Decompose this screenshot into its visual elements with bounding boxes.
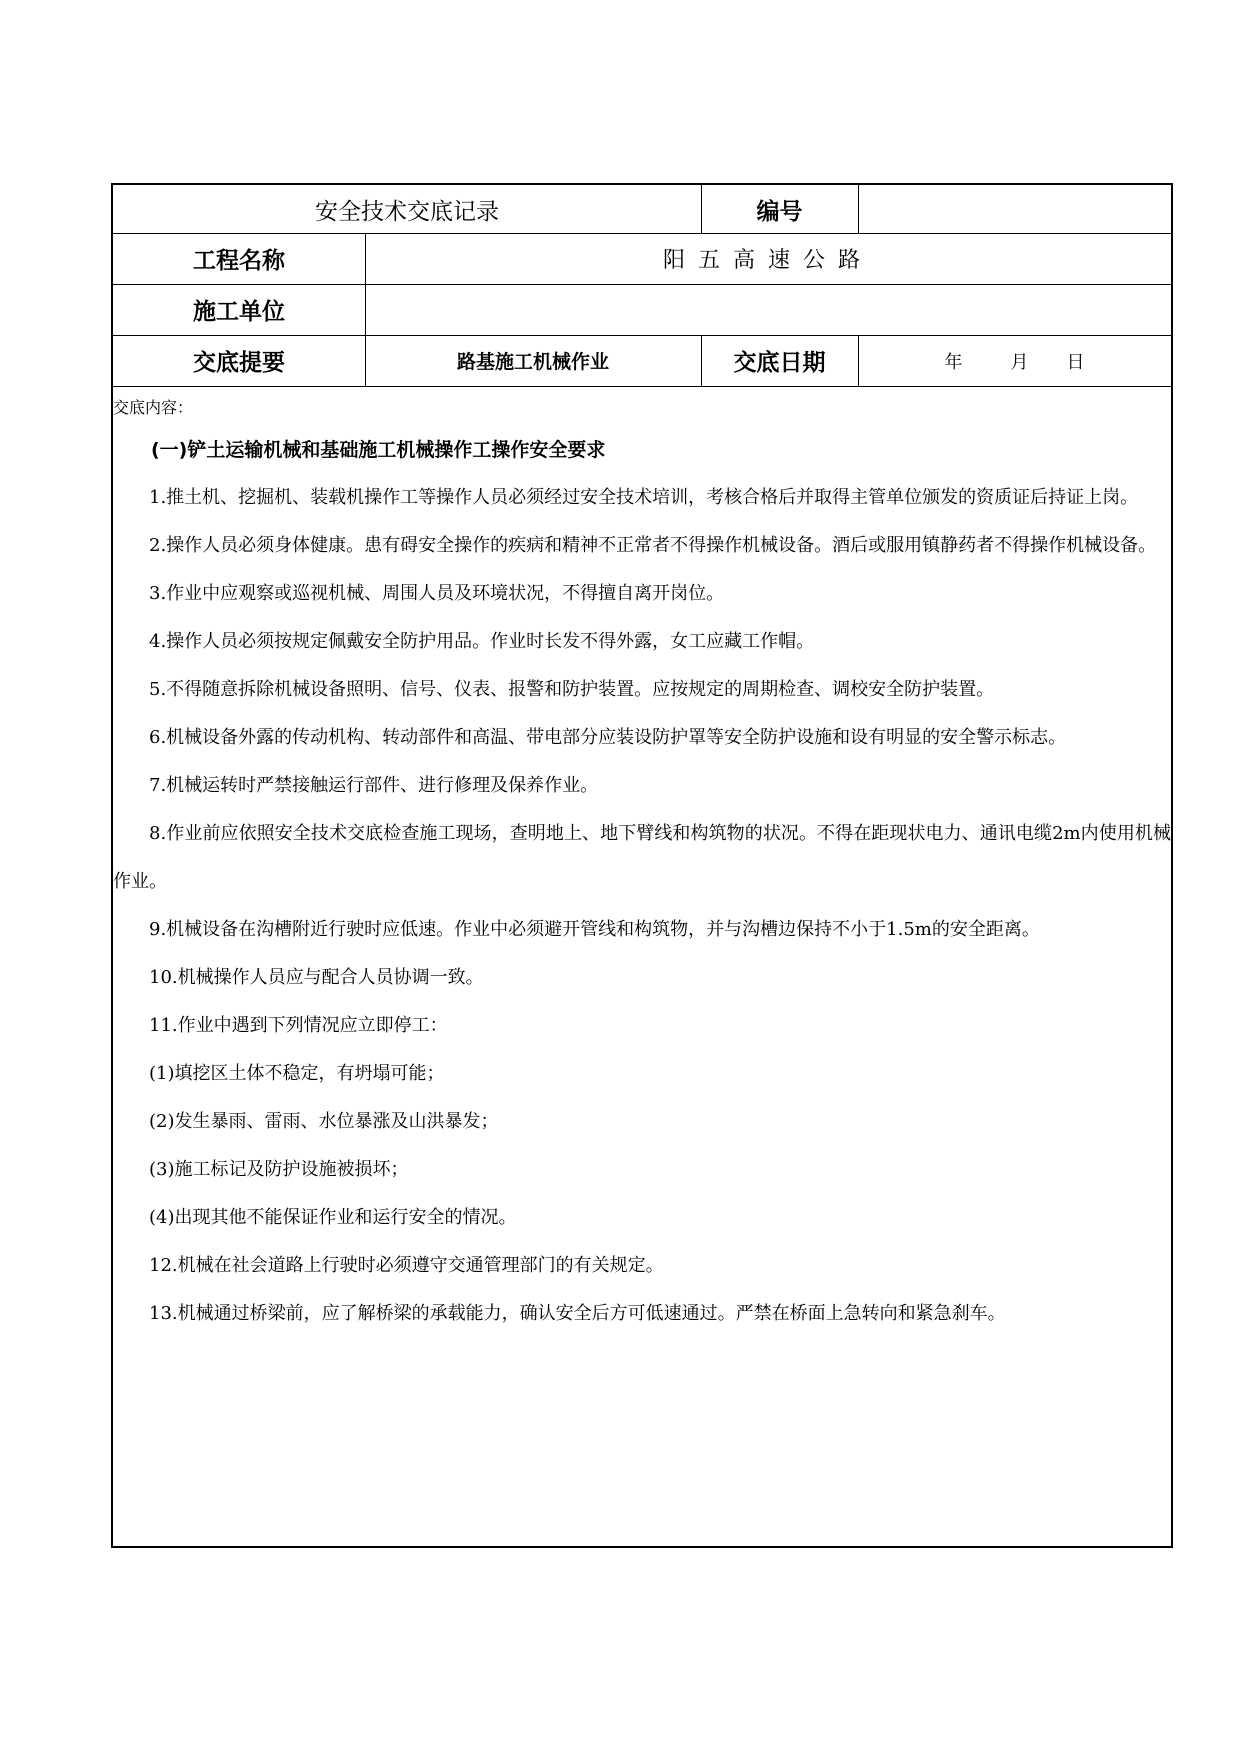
content-paragraph: 8.作业前应依照安全技术交底检查施工现场，查明地上、地下臂线和构筑物的状况。不得在距现状电力、通讯电缆2m内使用机械作业。 (113, 823, 1171, 892)
content-paragraph: 2.操作人员必须身体健康。患有碍安全操作的疾病和精神不正常者不得操作机械设备。酒后或服用镇静药者不得操作机械设备。 (149, 535, 1157, 556)
content-paragraph: (3)施工标记及防护设施被损坏； (149, 1159, 409, 1180)
disclosure-content (113, 390, 1171, 1546)
content-paragraph: 3.作业中应观察或巡视机械、周围人员及环境状况，不得擅自离开岗位。 (149, 583, 725, 604)
date-value (858, 335, 1171, 386)
content-paragraph: 10.机械操作人员应与配合人员协调一致。 (149, 967, 484, 988)
content-paragraph: 12.机械在社会道路上行驶时必须遵守交通管理部门的有关规定。 (149, 1255, 664, 1276)
date-month: 月 (1010, 351, 1029, 373)
summary-label: 交底提要 (193, 350, 285, 376)
content-paragraph: 4.操作人员必须按规定佩戴安全防护用品。作业时长发不得外露，女工应藏工作帽。 (149, 631, 815, 652)
row-divider (113, 386, 1171, 387)
project-name-label: 工程名称 (193, 248, 285, 274)
content-paragraph: (4)出现其他不能保证作业和运行安全的情况。 (149, 1207, 517, 1228)
content-paragraph: 7.机械运转时严禁接触运行部件、进行修理及保养作业。 (149, 775, 599, 796)
project-name-value: 阳五高速公路 (662, 248, 873, 273)
content-paragraph: 5.不得随意拆除机械设备照明、信号、仪表、报警和防护装置。应按规定的周期检查、调校安全防护装置。 (149, 679, 995, 700)
content-paragraph: 13.机械通过桥梁前，应了解桥梁的承载能力，确认安全后方可低速通过。严禁在桥面上急转向和紧急刹车。 (149, 1303, 1006, 1324)
date-year: 年 (944, 351, 963, 373)
date-day: 日 (1066, 351, 1085, 373)
number-value (858, 185, 1171, 233)
number-label: 编号 (756, 198, 803, 225)
content-paragraph: 9.机械设备在沟槽附近行驶时应低速。作业中必须避开管线和构筑物，并与沟槽边保持不小于1.5m的安全距离。 (149, 919, 1040, 940)
summary-value: 路基施工机械作业 (456, 351, 609, 373)
date-label: 交底日期 (733, 350, 826, 376)
form-title: 安全技术交底记录 (315, 198, 499, 225)
content-paragraph: 11.作业中遇到下列情况应立即停工： (149, 1015, 448, 1036)
content-paragraph: (2)发生暴雨、雷雨、水位暴涨及山洪暴发； (149, 1111, 499, 1132)
construction-unit-label: 施工单位 (193, 299, 285, 325)
content-paragraph: (1)填挖区土体不稳定，有坍塌可能； (149, 1063, 445, 1084)
content-label: 交底内容： (113, 398, 194, 417)
content-paragraph: 6.机械设备外露的传动机构、转动部件和高温、带电部分应装设防护罩等安全防护设施和设有明显的安全警示标志。 (149, 727, 1067, 748)
construction-unit-value (365, 284, 1171, 335)
section-title: (一)铲土运输机械和基础施工机械操作工操作安全要求 (151, 439, 606, 461)
disclosure-record-form (111, 183, 1173, 1548)
content-paragraph: 1.推土机、挖掘机、装载机操作工等操作人员必须经过安全技术培训，考核合格后并取得主管单位颁发的资质证后持证上岗。 (149, 487, 1139, 508)
